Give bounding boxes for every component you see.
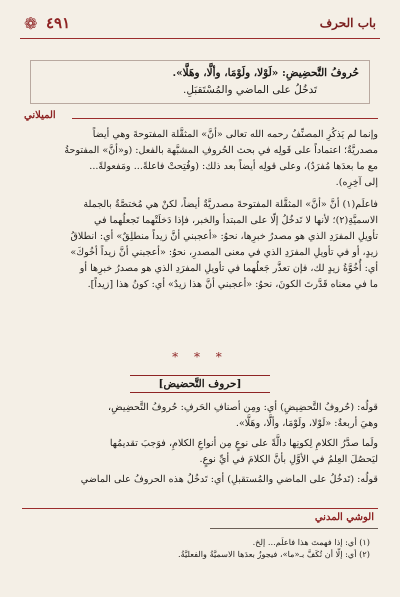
footnote: (٢) أي: إلّا أن تُكَفَّ بـ«ما»، فيجوزُ بعدَها الاسميَّةُ والفعليَّةُ. [178, 549, 370, 559]
text-line: وإنما لم يَذكُرِ المصنِّفُ رحمه الله تعالى «أنَّ» المثقَّلة المفتوحةَ وهي أيضاً [92, 129, 378, 140]
text-line: ولَما صدَّرُ الكلامِ لِكونِها دالَّةً على نوعٍ مِن أنواعِ الكلامِ، فوَجبَ تقديمُها [109, 438, 378, 449]
footnote: (١) أي: إذا فهمتَ هذا فاعلَم... إلخ. [252, 537, 370, 547]
text-line: ما في معناه قَدَّرتَ الكونَ، نحوُ: «أعجبني أنَّ هذا زيدٌ» أي: كونُ هذا [زيداً]. [87, 279, 378, 290]
text-line: زيدٍ، أو في تأويلِ المفرَدِ الذي في معنى المصدرِ، نحوُ: «أعجبني أنَّ زيداً أخُوكَ» [70, 247, 378, 258]
section-title: [حروف التَّحضيض] [130, 375, 270, 393]
text-line: أي: أُخُوَّةُ زيدٍ لك، فإن تعذَّر جَعلُهما في تأويلِ المفرَدِ الذي هو مصدرُ خبرِها أو [79, 263, 378, 274]
sharh-label-wishi: الوشي المدني [314, 512, 374, 523]
text-line: مصدريَّةٌ؛ اعتماداً على قَولِه في بحث الحُروفِ المشبَّهة بالفعل: (و«أنَّ» المفتوحةُ [64, 145, 378, 156]
text-line: ليَحصُلَ العِلمُ في الأوَّلِ بأنَّ الكلامَ في أيِّ نوعٍ. [199, 454, 378, 465]
text-line: قولُه: (حُروفُ التَّحضِيضِ) أي: ومِن أصنافِ الحَرفِ: حُروفُ التَّحضِيضِ، [107, 402, 378, 413]
matn-line-1: حُروفُ التَّحضِيضِ: «لَوْلا، ولَوْمَا، وألَّا، وهَلَّا». [172, 67, 359, 79]
page-header [20, 14, 380, 39]
matn-box [30, 60, 370, 104]
sharh-milani-text [22, 127, 378, 293]
footnote-rule [210, 528, 378, 529]
divider-rule [72, 118, 378, 119]
text-line: تأويلِ المفرَدِ الذي هو مصدرُ خبرِها، نحوُ: «أعجبني أنَّ زيداً منطلِقٌ» أي: انطلاقُ [70, 231, 378, 242]
text-line: إلى آخِرِه). [335, 177, 378, 188]
text-line: قولُه: (تَدخُلُ على الماضي والمُستقبلِ) أي: تَدخُلُ هذه الحروفُ على الماضي [80, 474, 378, 485]
matn-line-2: تَدخُلُ على الماضي والمُسْتَقبَلِ. [183, 84, 317, 96]
divider-rule [22, 508, 378, 509]
footnotes [30, 536, 370, 560]
sharh-wishi-text [22, 400, 378, 488]
chapter-title: باب الحرف [319, 16, 376, 30]
text-line: وهيَ أربعةٌ: «لَوْلا، ولَوْمَا، وألَّا، وهَلَّا». [235, 418, 378, 429]
text-line: مع ما بعدَها مُفرَدٌ)، وعلى قولِه أيضاً بعد ذلك: (وفُتِحتْ فاعلةً... ومَفعولةً... [89, 161, 378, 172]
text-line: فاعلَم(١) أنَّ «أنَّ» المثقَّلة المفتوحةَ مصدريَّةٌ أيضاً، لكنْ هي مُختصَّةٌ بالجملة [83, 199, 378, 210]
text-line: الاسميَّةِ(٢)؛ لأنها لا تَدخُلُ إلّا على المبتدأ والخبر، فإذا دَخلَتْهما تَجعلُهما في [94, 215, 378, 226]
sharh-label-milani: الميلاني [24, 110, 56, 121]
flower-ornament-icon: ❁ [24, 14, 38, 33]
star-separator: * * * [172, 350, 228, 364]
page-number: ٤٩١ [46, 14, 71, 32]
